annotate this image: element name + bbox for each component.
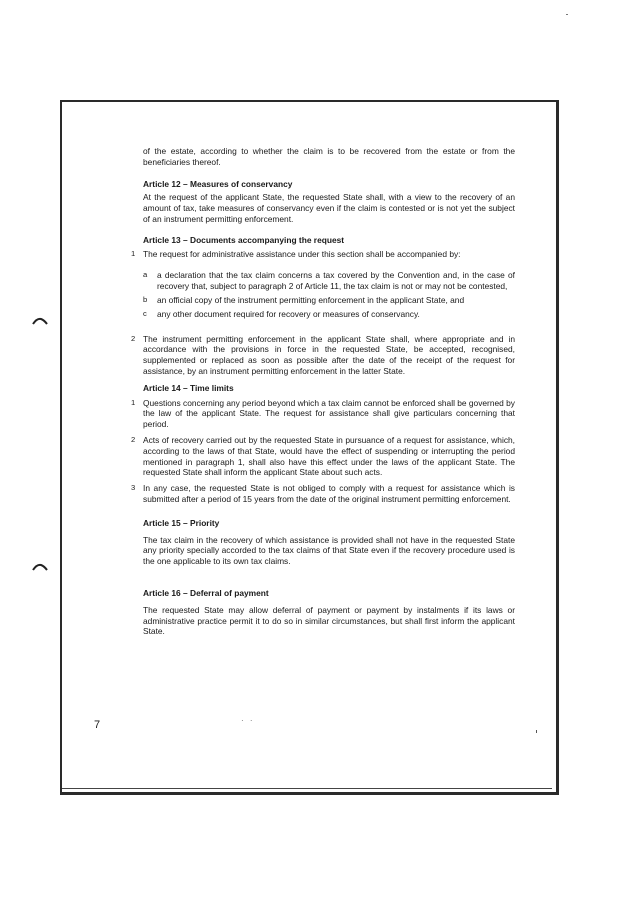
article-15-text: The tax claim in the recovery of which assistance is provided shall not have in the requested State any priority specially accorded to the tax claims of that State even if the recovery procedure used is the one applicable to its own tax claims. bbox=[143, 534, 515, 567]
paragraph-number: 2 bbox=[131, 333, 136, 343]
paragraph-text: In any case, the requested State is not obliged to comply with a request for assistance which is submitted after a period of 15 years from the date of the original instrument permitting enforcement. bbox=[143, 483, 515, 504]
article-13-item-b bbox=[143, 295, 515, 306]
punch-hole-mark-icon bbox=[32, 562, 48, 572]
paragraph-text: The request for administrative assistance under this section shall be accompanied by: bbox=[143, 248, 461, 259]
frame-divider bbox=[62, 788, 552, 789]
article-13-heading: Article 13 – Documents accompanying the request bbox=[143, 234, 345, 245]
item-text: an official copy of the instrument permitting enforcement in the applicant State, and bbox=[157, 294, 465, 305]
item-text: a declaration that the tax claim concerns a tax covered by the Convention and, in the case of recovery that, subject to paragraph 2 of Article 11, the tax claim is not or may not be contested, bbox=[157, 270, 515, 292]
article-16-text: The requested State may allow deferral of payment or payment by instalments if its laws or administrative practice permit it to do so in similar circumstances, but shall first inform the applicant State. bbox=[143, 604, 515, 637]
article-13-item-a bbox=[143, 270, 515, 292]
article-13-item-c bbox=[143, 309, 515, 320]
scan-speck bbox=[566, 14, 568, 15]
intro-paragraph: of the estate, according to whether the claim is to be recovered from the estate or from the beneficiaries thereof. bbox=[143, 146, 515, 167]
item-letter: c bbox=[143, 308, 147, 318]
article-13-paragraph-1 bbox=[131, 248, 515, 260]
article-12-heading: Article 12 – Measures of conservancy bbox=[143, 178, 293, 189]
article-12-text: At the request of the applicant State, the requested State shall, with a view to the recovery of an amount of tax, take measures of conservancy even if the claim is contested or is not yet the subject of an instrument permitting enforcement. bbox=[143, 192, 515, 224]
paragraph-text: Acts of recovery carried out by the requested State in pursuance of a request for assistance, which, according to the laws of that State, would have the effect of suspending or interrupting the period mentioned in paragraph 1, shall also have this effect under the laws of the applicant State. The requested State shall inform the applicant State about such acts. bbox=[143, 434, 515, 478]
article-16-heading: Article 16 – Deferral of payment bbox=[143, 587, 269, 598]
article-13-paragraph-2 bbox=[131, 333, 515, 377]
item-letter: b bbox=[143, 294, 148, 304]
paragraph-number: 1 bbox=[131, 248, 136, 258]
item-text: any other document required for recovery or measures of conservancy. bbox=[157, 308, 420, 319]
scan-speck bbox=[536, 730, 537, 733]
article-14-heading: Article 14 – Time limits bbox=[143, 382, 234, 393]
article-15-heading: Article 15 – Priority bbox=[143, 517, 220, 528]
footer-marks: · · bbox=[241, 716, 255, 725]
paragraph-number: 2 bbox=[131, 434, 136, 444]
article-14-paragraph-2 bbox=[131, 434, 515, 478]
article-14-paragraph-3 bbox=[131, 483, 515, 505]
paragraph-text: Questions concerning any period beyond which a tax claim cannot be enforced shall be governed by the law of the applicant State. The request for assistance shall give particulars concerning that period. bbox=[143, 397, 515, 430]
paragraph-number: 1 bbox=[131, 397, 136, 407]
article-14-paragraph-1 bbox=[131, 397, 515, 430]
document-body bbox=[131, 146, 515, 637]
paragraph-number: 3 bbox=[131, 483, 136, 493]
item-letter: a bbox=[143, 270, 148, 280]
paragraph-text: The instrument permitting enforcement in the applicant State shall, where appropriate and in accordance with the provisions in force in the requested State, be accepted, recognised, supplemented or replaced as soon as possible after the date of the receipt of the request for assistance, by an instrument permitting enforcement in the latter State. bbox=[143, 333, 515, 376]
page-number: 7 bbox=[94, 719, 101, 731]
punch-hole-mark-icon bbox=[32, 316, 48, 326]
